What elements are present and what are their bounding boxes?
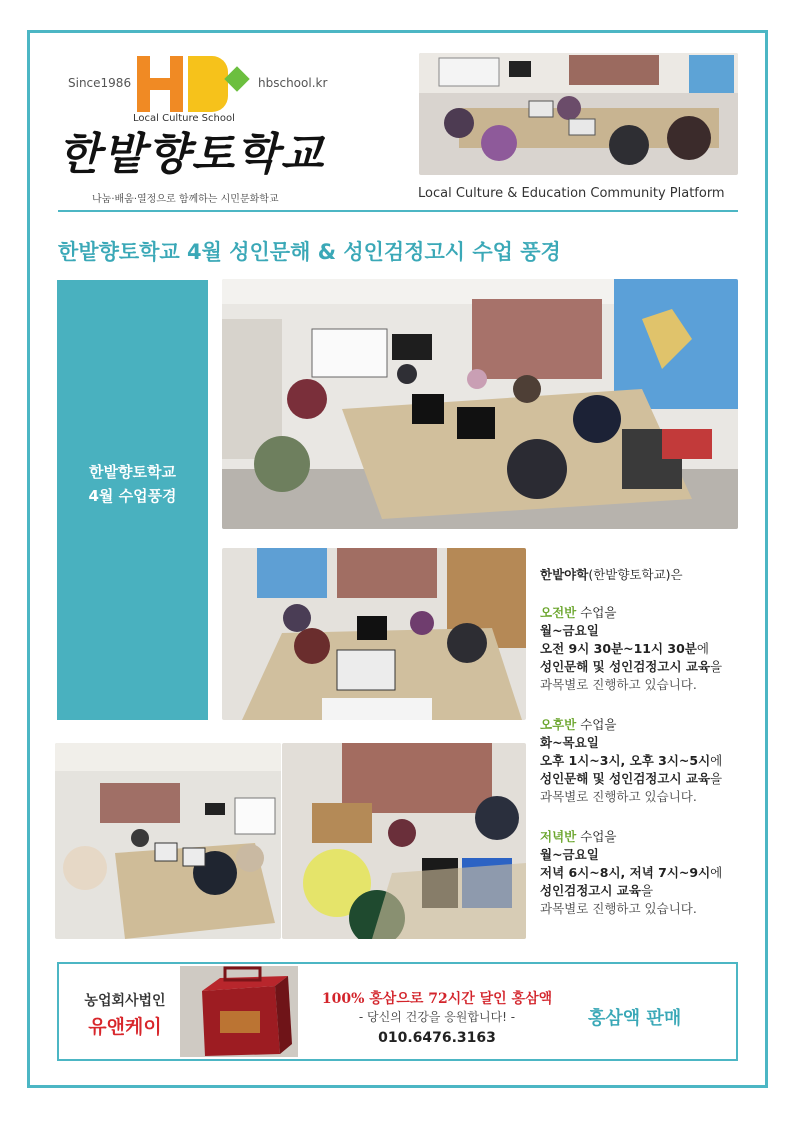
- morning-label-rest: 수업을: [576, 605, 617, 620]
- hb-logo-b: [188, 56, 228, 112]
- school-motto: 나눔·배움·열정으로 함께하는 시민문화학교: [92, 194, 279, 205]
- since-text: Since1986: [68, 76, 132, 90]
- ad-sale-label: 홍삼액 판매: [588, 1008, 682, 1029]
- ad-company-name: 유앤케이: [88, 1016, 162, 1038]
- sidebar-caption-line2: 4월 수업풍경: [88, 487, 177, 505]
- site-url: hbschool.kr: [258, 76, 328, 90]
- platform-tagline: Local Culture & Education Community Platform: [418, 186, 725, 201]
- main-classroom-photo: [222, 279, 738, 529]
- evening-closing: 과목별로 진행하고 있습니다.: [540, 901, 697, 916]
- header-divider: [58, 210, 738, 212]
- evening-subjects: 성인검정고시 교육: [540, 883, 641, 898]
- info-intro-rest: (한밭향토학교)은: [588, 567, 683, 582]
- evening-label: 저녁반: [540, 829, 577, 844]
- afternoon-closing: 과목별로 진행하고 있습니다.: [540, 789, 697, 804]
- bottom-right-classroom-photo: [282, 743, 526, 939]
- page-title: 한밭향토학교 4월 성인문해 & 성인검정고시 수업 풍경: [58, 240, 561, 264]
- afternoon-label-rest: 수업을: [576, 717, 617, 732]
- evening-time-suffix: 에: [710, 865, 723, 880]
- evening-subjects-suffix: 을: [640, 883, 654, 898]
- ad-phone: 010.6476.3163: [378, 1030, 496, 1046]
- morning-closing: 과목별로 진행하고 있습니다.: [540, 677, 697, 692]
- info-section-afternoon: [540, 716, 750, 806]
- morning-subjects: 성인문해 및 성인검정고시 교육: [540, 659, 711, 674]
- afternoon-days: 화~목요일: [540, 735, 599, 750]
- sidebar-caption-line1: 한밭향토학교: [89, 463, 176, 481]
- local-culture-school-text: Local Culture School: [133, 113, 235, 124]
- evening-days: 월~금요일: [540, 847, 599, 862]
- morning-time: 오전 9시 30분~11시 30분: [540, 641, 697, 656]
- evening-time: 저녁 6시~8시, 저녁 7시~9시: [540, 865, 711, 880]
- hb-logo-h: [137, 56, 183, 112]
- middle-classroom-photo: [222, 548, 526, 720]
- afternoon-subjects-suffix: 을: [710, 771, 723, 786]
- header-classroom-photo: [419, 53, 738, 175]
- info-section-morning: [540, 604, 750, 694]
- ad-headline: 100% 홍삼으로 72시간 달인 홍삼액: [321, 991, 553, 1007]
- afternoon-subjects: 성인문해 및 성인검정고시 교육: [540, 771, 711, 786]
- school-name-calligraphy: 한밭향토학교: [58, 129, 326, 180]
- info-intro: [540, 566, 750, 584]
- afternoon-time: 오후 1시~3시, 오후 3시~5시: [540, 753, 711, 768]
- evening-label-rest: 수업을: [576, 829, 617, 844]
- ad-product-photo: [180, 966, 298, 1057]
- sidebar-caption: [57, 460, 208, 508]
- morning-label: 오전반: [540, 605, 577, 620]
- afternoon-time-suffix: 에: [710, 753, 723, 768]
- morning-days: 월~금요일: [540, 623, 599, 638]
- info-section-evening: [540, 828, 750, 918]
- ad-corp-label: 농업회사법인: [84, 993, 166, 1009]
- morning-subjects-suffix: 을: [710, 659, 723, 674]
- ad-subline: - 당신의 건강을 응원합니다! -: [358, 1010, 516, 1024]
- info-intro-bold: 한밭야학: [540, 567, 589, 582]
- afternoon-label: 오후반: [540, 717, 577, 732]
- morning-time-suffix: 에: [696, 641, 709, 656]
- bottom-left-classroom-photo: [55, 743, 281, 939]
